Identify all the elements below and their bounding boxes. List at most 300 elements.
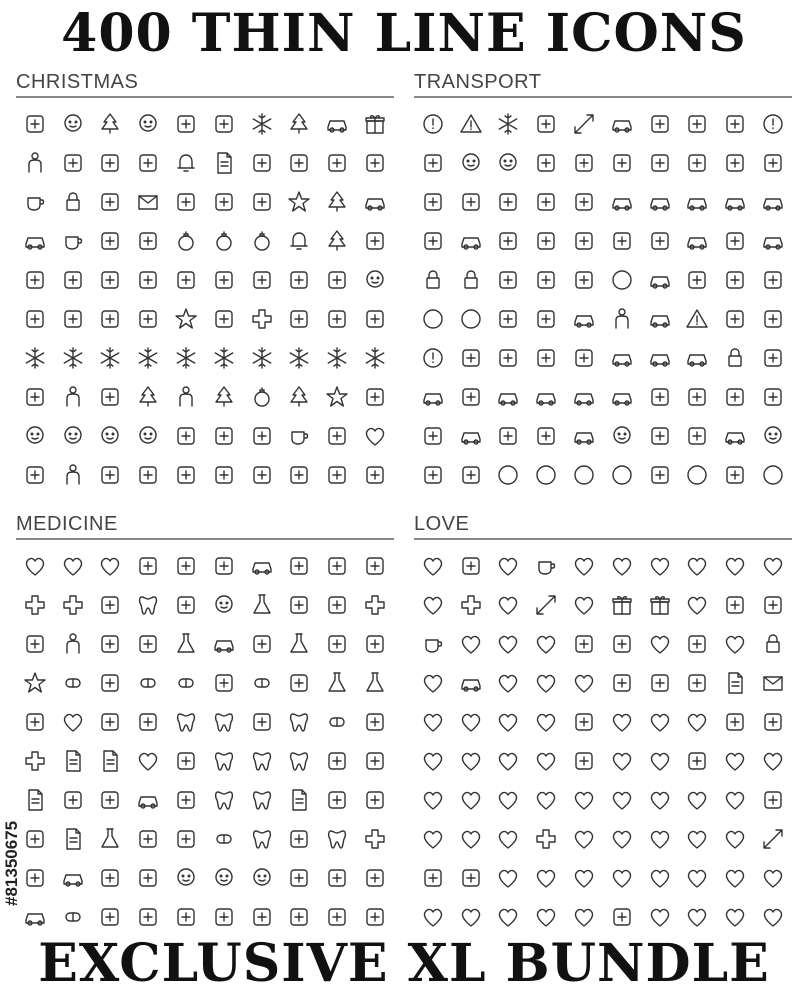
wheelchair-icon [129, 624, 167, 663]
heart-icon [641, 741, 679, 780]
abs-warning-icon [754, 104, 792, 143]
u-turn-icon [641, 455, 679, 494]
plus-circle-icon [54, 585, 92, 624]
speed-20-icon [603, 455, 641, 494]
warning-triangle-icon [452, 104, 490, 143]
heart-check-icon [679, 858, 717, 897]
speed-40-icon [565, 455, 603, 494]
headlight-icon [490, 143, 528, 182]
lungs-icon [92, 702, 130, 741]
clock-icon [54, 182, 92, 221]
snowflakes-icon [243, 104, 281, 143]
santa-face-icon [129, 416, 167, 455]
heart-swans-icon [414, 897, 452, 936]
car-wave-icon [527, 377, 565, 416]
brake-warning-icon [414, 338, 452, 377]
icon-grid [414, 546, 792, 936]
section-divider [414, 96, 792, 98]
folder-heart-icon [527, 741, 565, 780]
heart-moon-icon [490, 858, 528, 897]
scissors-icon [92, 858, 130, 897]
bells-icon [281, 221, 319, 260]
kidney-icon [129, 702, 167, 741]
cross-icon [243, 299, 281, 338]
christmas-section [16, 70, 394, 494]
monitor-icon [356, 546, 394, 585]
champagne-icon [754, 585, 792, 624]
car-slide-icon [641, 299, 679, 338]
arrows-icon [565, 104, 603, 143]
stethoscope-icon [318, 546, 356, 585]
lock-icon [452, 260, 490, 299]
sleigh-icon [129, 221, 167, 260]
microscope-icon [356, 624, 394, 663]
lab-flasks-icon [92, 819, 130, 858]
reindeer-icon [16, 377, 54, 416]
note-icon [679, 260, 717, 299]
padlock-icon [754, 624, 792, 663]
calendar-heart-icon [414, 780, 452, 819]
car-side-icon [679, 182, 717, 221]
gift-card-icon [318, 104, 356, 143]
speech-hearts-icon [452, 897, 490, 936]
glasses-icon [281, 819, 319, 858]
tooth-icon [243, 780, 281, 819]
reindeer-icon [92, 377, 130, 416]
bandage-icon [243, 624, 281, 663]
snowflake-icon [167, 338, 205, 377]
hospital-bed-icon [167, 897, 205, 936]
sidelights-icon [603, 143, 641, 182]
direction-signal-icon [490, 260, 528, 299]
fuel-can-icon [716, 455, 754, 494]
air-vent-icon [490, 182, 528, 221]
envelope-icon [754, 663, 792, 702]
picture-icon [356, 377, 394, 416]
ornament-icon [167, 221, 205, 260]
barrier-icon [527, 416, 565, 455]
helmet-icon [641, 416, 679, 455]
phone-heart-icon [565, 897, 603, 936]
toast-icon [205, 260, 243, 299]
id-card-icon [54, 858, 92, 897]
woman-face-icon [54, 104, 92, 143]
section-divider [16, 538, 394, 540]
male-icon [716, 702, 754, 741]
no-entry-icon [754, 455, 792, 494]
female-icon [129, 897, 167, 936]
lollipop-icon [281, 143, 319, 182]
gift-box-icon [356, 104, 394, 143]
tooth-icon [205, 780, 243, 819]
shopping-bag-icon [679, 624, 717, 663]
car-top-icon [490, 377, 528, 416]
heart-balloon-icon [527, 663, 565, 702]
cart-heart-icon [716, 897, 754, 936]
music-icon [679, 663, 717, 702]
snow-globe-icon [16, 104, 54, 143]
hospital-h-icon [356, 858, 394, 897]
section-title: LOVE [414, 513, 470, 535]
holly-icon [54, 299, 92, 338]
wine-glass-icon [92, 260, 130, 299]
cake-icon [243, 143, 281, 182]
gloves-icon [356, 416, 394, 455]
shopping-bag-icon [92, 182, 130, 221]
atom-icon [281, 546, 319, 585]
santa-face-icon [54, 416, 92, 455]
santa-sack-icon [356, 260, 394, 299]
tire-pressure-icon [716, 299, 754, 338]
reindeer-icon [281, 455, 319, 494]
virus-icon [243, 702, 281, 741]
two-hearts-icon [452, 780, 490, 819]
stomach-icon [16, 702, 54, 741]
stretcher-icon [205, 897, 243, 936]
head-profile-icon [243, 858, 281, 897]
arrow-heart-icon [754, 741, 792, 780]
heart-icon [414, 546, 452, 585]
heart-ribbon-icon [565, 780, 603, 819]
key-heart-icon [414, 819, 452, 858]
party-hat-icon [16, 455, 54, 494]
dna-icon [318, 585, 356, 624]
heart-pulse-icon [54, 546, 92, 585]
board-heart-icon [490, 741, 528, 780]
tooth-icon [281, 741, 319, 780]
santa-face-icon [16, 416, 54, 455]
male-icon [129, 858, 167, 897]
flask-icon [281, 624, 319, 663]
head-heart-icon [603, 741, 641, 780]
pills-icon [243, 663, 281, 702]
bundle-title: EXCLUSIVE XL BUNDLE [38, 933, 770, 994]
angel-icon [167, 455, 205, 494]
candle-icon [205, 299, 243, 338]
speed-60-icon [527, 455, 565, 494]
female-icon [754, 702, 792, 741]
heart-balloon-icon [641, 819, 679, 858]
monitor-icon [281, 858, 319, 897]
leaf-icon [281, 897, 319, 936]
socks-icon [318, 416, 356, 455]
car-slope-icon [603, 338, 641, 377]
snowflake-icon [129, 338, 167, 377]
balloon-icon [754, 780, 792, 819]
man-heart-icon [641, 546, 679, 585]
iv-bag-icon [318, 780, 356, 819]
fog-light-icon [716, 260, 754, 299]
heart-shield-icon [754, 897, 792, 936]
hearts-icon [641, 624, 679, 663]
heart-stitch-icon [527, 780, 565, 819]
i-love-you-icon [414, 585, 452, 624]
heart-stitch-icon [54, 702, 92, 741]
glasses-icon [167, 585, 205, 624]
ring-icon [452, 858, 490, 897]
champagne-glass-icon [129, 260, 167, 299]
christmas-tree-icon [281, 377, 319, 416]
toothbrush-icon [167, 702, 205, 741]
heart-man-icon [490, 819, 528, 858]
martini-icon [167, 260, 205, 299]
head-icon [167, 858, 205, 897]
calendar-1-icon [129, 143, 167, 182]
airbag-icon [754, 143, 792, 182]
hearts-icon [716, 819, 754, 858]
air-vent-icon [414, 182, 452, 221]
car-crash-icon [603, 377, 641, 416]
bandage-icon [205, 546, 243, 585]
snowflake-icon [92, 338, 130, 377]
car-side-icon [716, 182, 754, 221]
heart-arrow-icon [716, 780, 754, 819]
ornament-icon [205, 221, 243, 260]
car-narrow-icon [679, 338, 717, 377]
cutlery-icon [16, 260, 54, 299]
syringe-icon [92, 585, 130, 624]
speed-limiter-icon [603, 260, 641, 299]
shooting-star-icon [318, 377, 356, 416]
traffic-light-icon [490, 416, 528, 455]
face-icon [754, 416, 792, 455]
cocktail-icon [167, 104, 205, 143]
hot-drink-icon [54, 221, 92, 260]
shopping-cart-tree-icon [281, 104, 319, 143]
car-door-icon [754, 221, 792, 260]
fuel-pump-icon [641, 104, 679, 143]
pill-bottle-icon [54, 663, 92, 702]
heart-tie-icon [527, 897, 565, 936]
winter-hat-icon [356, 221, 394, 260]
rx-icon [281, 663, 319, 702]
garland-icon [414, 858, 452, 897]
moon-stars-icon [167, 299, 205, 338]
mask-icon [243, 416, 281, 455]
scarf-icon [16, 221, 54, 260]
fuel-pump-icon [754, 260, 792, 299]
folder-plus-icon [356, 819, 394, 858]
bow-arrow-icon [527, 585, 565, 624]
speed-sign-icon [452, 299, 490, 338]
icon-grid [16, 546, 394, 936]
key-icon [603, 663, 641, 702]
pill-blister-icon [129, 663, 167, 702]
calendar-14-icon [452, 546, 490, 585]
heart-circle-icon [679, 819, 717, 858]
christmas-tree-icon [129, 377, 167, 416]
reindeer-icon [167, 182, 205, 221]
funnel-icon [356, 897, 394, 936]
hearing-aid-icon [92, 780, 130, 819]
pregnant-icon [92, 624, 130, 663]
car-fuel-icon [565, 416, 603, 455]
hospital-bed-icon [318, 741, 356, 780]
lover-icon [565, 546, 603, 585]
door-open-icon [414, 221, 452, 260]
no-entry-icon [679, 455, 717, 494]
triangle-icon [679, 299, 717, 338]
mortar-icon [318, 897, 356, 936]
ham-icon [54, 260, 92, 299]
candy-icon [318, 143, 356, 182]
love-text-icon [565, 663, 603, 702]
headlight-icon [452, 143, 490, 182]
snowflake-icon [356, 338, 394, 377]
document-icon [54, 741, 92, 780]
condom-icon [54, 780, 92, 819]
snowflake-icon [54, 338, 92, 377]
heartbeat-icon [16, 546, 54, 585]
co2-icon [452, 455, 490, 494]
transport-section [414, 70, 792, 494]
lock-icon [414, 260, 452, 299]
snowman-icon [16, 143, 54, 182]
warning-circle-icon [414, 104, 452, 143]
calendar-25-icon [54, 143, 92, 182]
magic-wand-icon [356, 299, 394, 338]
virus-icon [167, 819, 205, 858]
medical-chart-icon [54, 819, 92, 858]
candle-icon [243, 260, 281, 299]
leaf-icon [414, 455, 452, 494]
manual-icon [603, 299, 641, 338]
browser-heart-icon [716, 624, 754, 663]
car-side-icon [603, 182, 641, 221]
lab-flask-icon [167, 624, 205, 663]
seat-icon [716, 221, 754, 260]
fan-icon [754, 299, 792, 338]
padlock-icon [716, 338, 754, 377]
speedometer-icon [414, 299, 452, 338]
cake-icon [716, 585, 754, 624]
hearts-icon [565, 585, 603, 624]
bone-icon [356, 702, 394, 741]
crossed-arrows-icon [452, 585, 490, 624]
brain-head-icon [205, 585, 243, 624]
cupcake-icon [281, 416, 319, 455]
eye-icon [129, 546, 167, 585]
grandma-face-icon [129, 104, 167, 143]
air-vent-icon [452, 182, 490, 221]
x-ray-icon [356, 780, 394, 819]
heart-flower-icon [490, 702, 528, 741]
target-heart-icon [603, 702, 641, 741]
candy-cane-icon [205, 182, 243, 221]
car-wrench-icon [716, 416, 754, 455]
wheelchair-icon [16, 624, 54, 663]
bubble-heart-icon [414, 663, 452, 702]
heart-drop-icon [754, 858, 792, 897]
car-wifi-icon [452, 416, 490, 455]
virus-icon [167, 780, 205, 819]
brake-icon [414, 416, 452, 455]
capsule-icon [167, 663, 205, 702]
first-aid-kit-icon [16, 585, 54, 624]
car-wash-icon [679, 221, 717, 260]
balloon-icon [318, 299, 356, 338]
icon-grid [414, 104, 792, 494]
christmas-tree-icon [92, 104, 130, 143]
heart-plus-icon [527, 858, 565, 897]
doctor-icon [92, 741, 130, 780]
heart-arrow-icon [641, 780, 679, 819]
winged-heart-icon [679, 702, 717, 741]
car-side-icon [641, 260, 679, 299]
horn-off-icon [565, 260, 603, 299]
transmission-icon [754, 377, 792, 416]
id-card-icon [129, 780, 167, 819]
penguin-icon [205, 416, 243, 455]
car-hood-icon [452, 221, 490, 260]
band-aid-icon [92, 897, 130, 936]
stocking-icon [243, 182, 281, 221]
house-icon [92, 221, 130, 260]
tooth-icon [205, 741, 243, 780]
ornament-icon [243, 221, 281, 260]
letter-icon [205, 143, 243, 182]
car-sensor-icon [565, 377, 603, 416]
heart-bouquet-icon [452, 819, 490, 858]
robin-icon [92, 299, 130, 338]
speed-80-icon [490, 455, 528, 494]
heart-arrow-icon [641, 702, 679, 741]
bell-icon [167, 143, 205, 182]
road-curve-icon [414, 143, 452, 182]
bow-icon [243, 455, 281, 494]
snowflake-icon [205, 338, 243, 377]
couple-icon [679, 546, 717, 585]
engine-icon [679, 104, 717, 143]
rocket-heart-icon [641, 897, 679, 936]
magic-hat-icon [318, 455, 356, 494]
tooth-icon [129, 585, 167, 624]
coolant-temp-icon [527, 221, 565, 260]
main-title: 400 THIN LINE ICONS [61, 3, 747, 64]
couple-icon [603, 546, 641, 585]
truck-icon [356, 182, 394, 221]
envelope-icon [129, 182, 167, 221]
head-brain-icon [603, 416, 641, 455]
hearts-icon [716, 858, 754, 897]
heater-icon [679, 377, 717, 416]
snowflake-icon [281, 338, 319, 377]
hand-pills-icon [205, 819, 243, 858]
bone-icon [356, 741, 394, 780]
firework-icon [356, 455, 394, 494]
section-title: CHRISTMAS [16, 71, 139, 93]
washer-fluid-icon [603, 221, 641, 260]
flask-icon [318, 663, 356, 702]
battery-icon [527, 104, 565, 143]
snowflake-icon [243, 338, 281, 377]
coffee-cup-icon [16, 182, 54, 221]
medical-cross-icon [356, 585, 394, 624]
heart-balloon-icon [414, 702, 452, 741]
arrows-icon [754, 819, 792, 858]
sack-icon [356, 143, 394, 182]
tooth-icon [243, 741, 281, 780]
cupid-icon [527, 546, 565, 585]
arrow-heart-icon [490, 546, 528, 585]
oil-can-icon [716, 104, 754, 143]
mortar-pestle-icon [243, 897, 281, 936]
section-divider [16, 96, 394, 98]
car-icon [452, 663, 490, 702]
wiper-icon [565, 221, 603, 260]
christmas-tree-icon [318, 221, 356, 260]
heart-star-icon [565, 858, 603, 897]
